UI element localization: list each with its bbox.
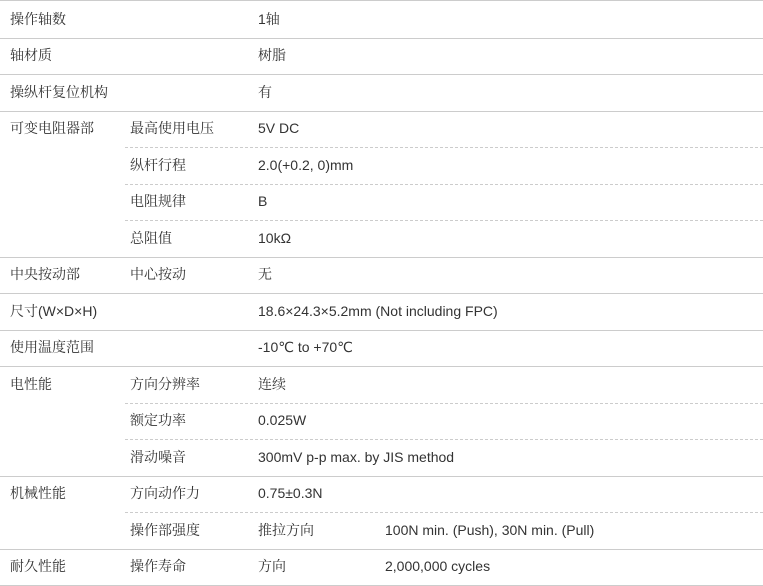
row-value: 18.6×24.3×5.2mm (Not including FPC) — [258, 302, 498, 319]
row-sublabel: 最高使用电压 — [130, 120, 214, 137]
row-label: 使用温度范围 — [10, 339, 94, 356]
table-row — [0, 147, 763, 184]
row-subsublabel: 推拉方向 — [258, 521, 314, 538]
row-value: 0.75±0.3N — [258, 485, 323, 502]
row-sublabel: 总阻值 — [130, 229, 172, 246]
row-label: 轴材质 — [10, 47, 52, 64]
row-value: 300mV p-p max. by JIS method — [258, 448, 455, 465]
row-value: 连续 — [258, 375, 286, 392]
table-row — [0, 293, 763, 330]
table-row — [0, 366, 763, 403]
row-value: -10℃ to +70℃ — [258, 339, 353, 356]
row-group-label: 电性能 — [10, 375, 52, 392]
row-value: 10kΩ — [258, 229, 292, 246]
table-row — [0, 184, 763, 221]
row-sublabel: 操作寿命 — [130, 558, 186, 575]
table-row — [0, 38, 763, 75]
row-sublabel: 纵杆行程 — [130, 156, 186, 173]
row-value: 无 — [258, 266, 272, 283]
table-row — [0, 74, 763, 111]
row-label: 操作轴数 — [10, 10, 66, 27]
table-row — [0, 220, 763, 257]
row-subsublabel: 方向 — [258, 558, 286, 575]
table-row — [0, 476, 763, 513]
table-row — [0, 257, 763, 294]
row-value: B — [258, 193, 268, 210]
table-row — [0, 330, 763, 367]
row-label: 尺寸(W×D×H) — [10, 302, 98, 319]
row-value: 100N min. (Push), 30N min. (Pull) — [385, 521, 595, 538]
table-row — [0, 439, 763, 476]
row-group-label: 机械性能 — [10, 485, 66, 502]
row-value: 5V DC — [258, 120, 300, 137]
row-value: 1轴 — [258, 10, 280, 27]
row-value: 有 — [258, 83, 272, 100]
row-sublabel: 操作部强度 — [130, 521, 200, 538]
row-sublabel: 额定功率 — [130, 412, 186, 429]
row-label: 操纵杆复位机构 — [10, 83, 108, 100]
table-row — [0, 549, 763, 586]
row-sublabel: 滑动噪音 — [130, 448, 186, 465]
row-group-label: 耐久性能 — [10, 558, 66, 575]
row-value: 2,000,000 cycles — [385, 558, 491, 575]
row-value: 2.0(+0.2, 0)mm — [258, 156, 354, 173]
row-value: 树脂 — [258, 47, 286, 64]
table-row — [0, 512, 763, 549]
table-row — [0, 1, 763, 38]
row-sublabel: 方向动作力 — [130, 485, 200, 502]
table-row — [0, 403, 763, 440]
row-sublabel: 中心按动 — [130, 266, 186, 283]
row-sublabel: 方向分辨率 — [130, 375, 200, 392]
row-group-label: 可变电阻器部 — [10, 120, 94, 137]
table-row — [0, 111, 763, 148]
row-group-label: 中央按动部 — [10, 266, 80, 283]
row-sublabel: 电阻规律 — [130, 193, 186, 210]
row-value: 0.025W — [258, 412, 307, 429]
